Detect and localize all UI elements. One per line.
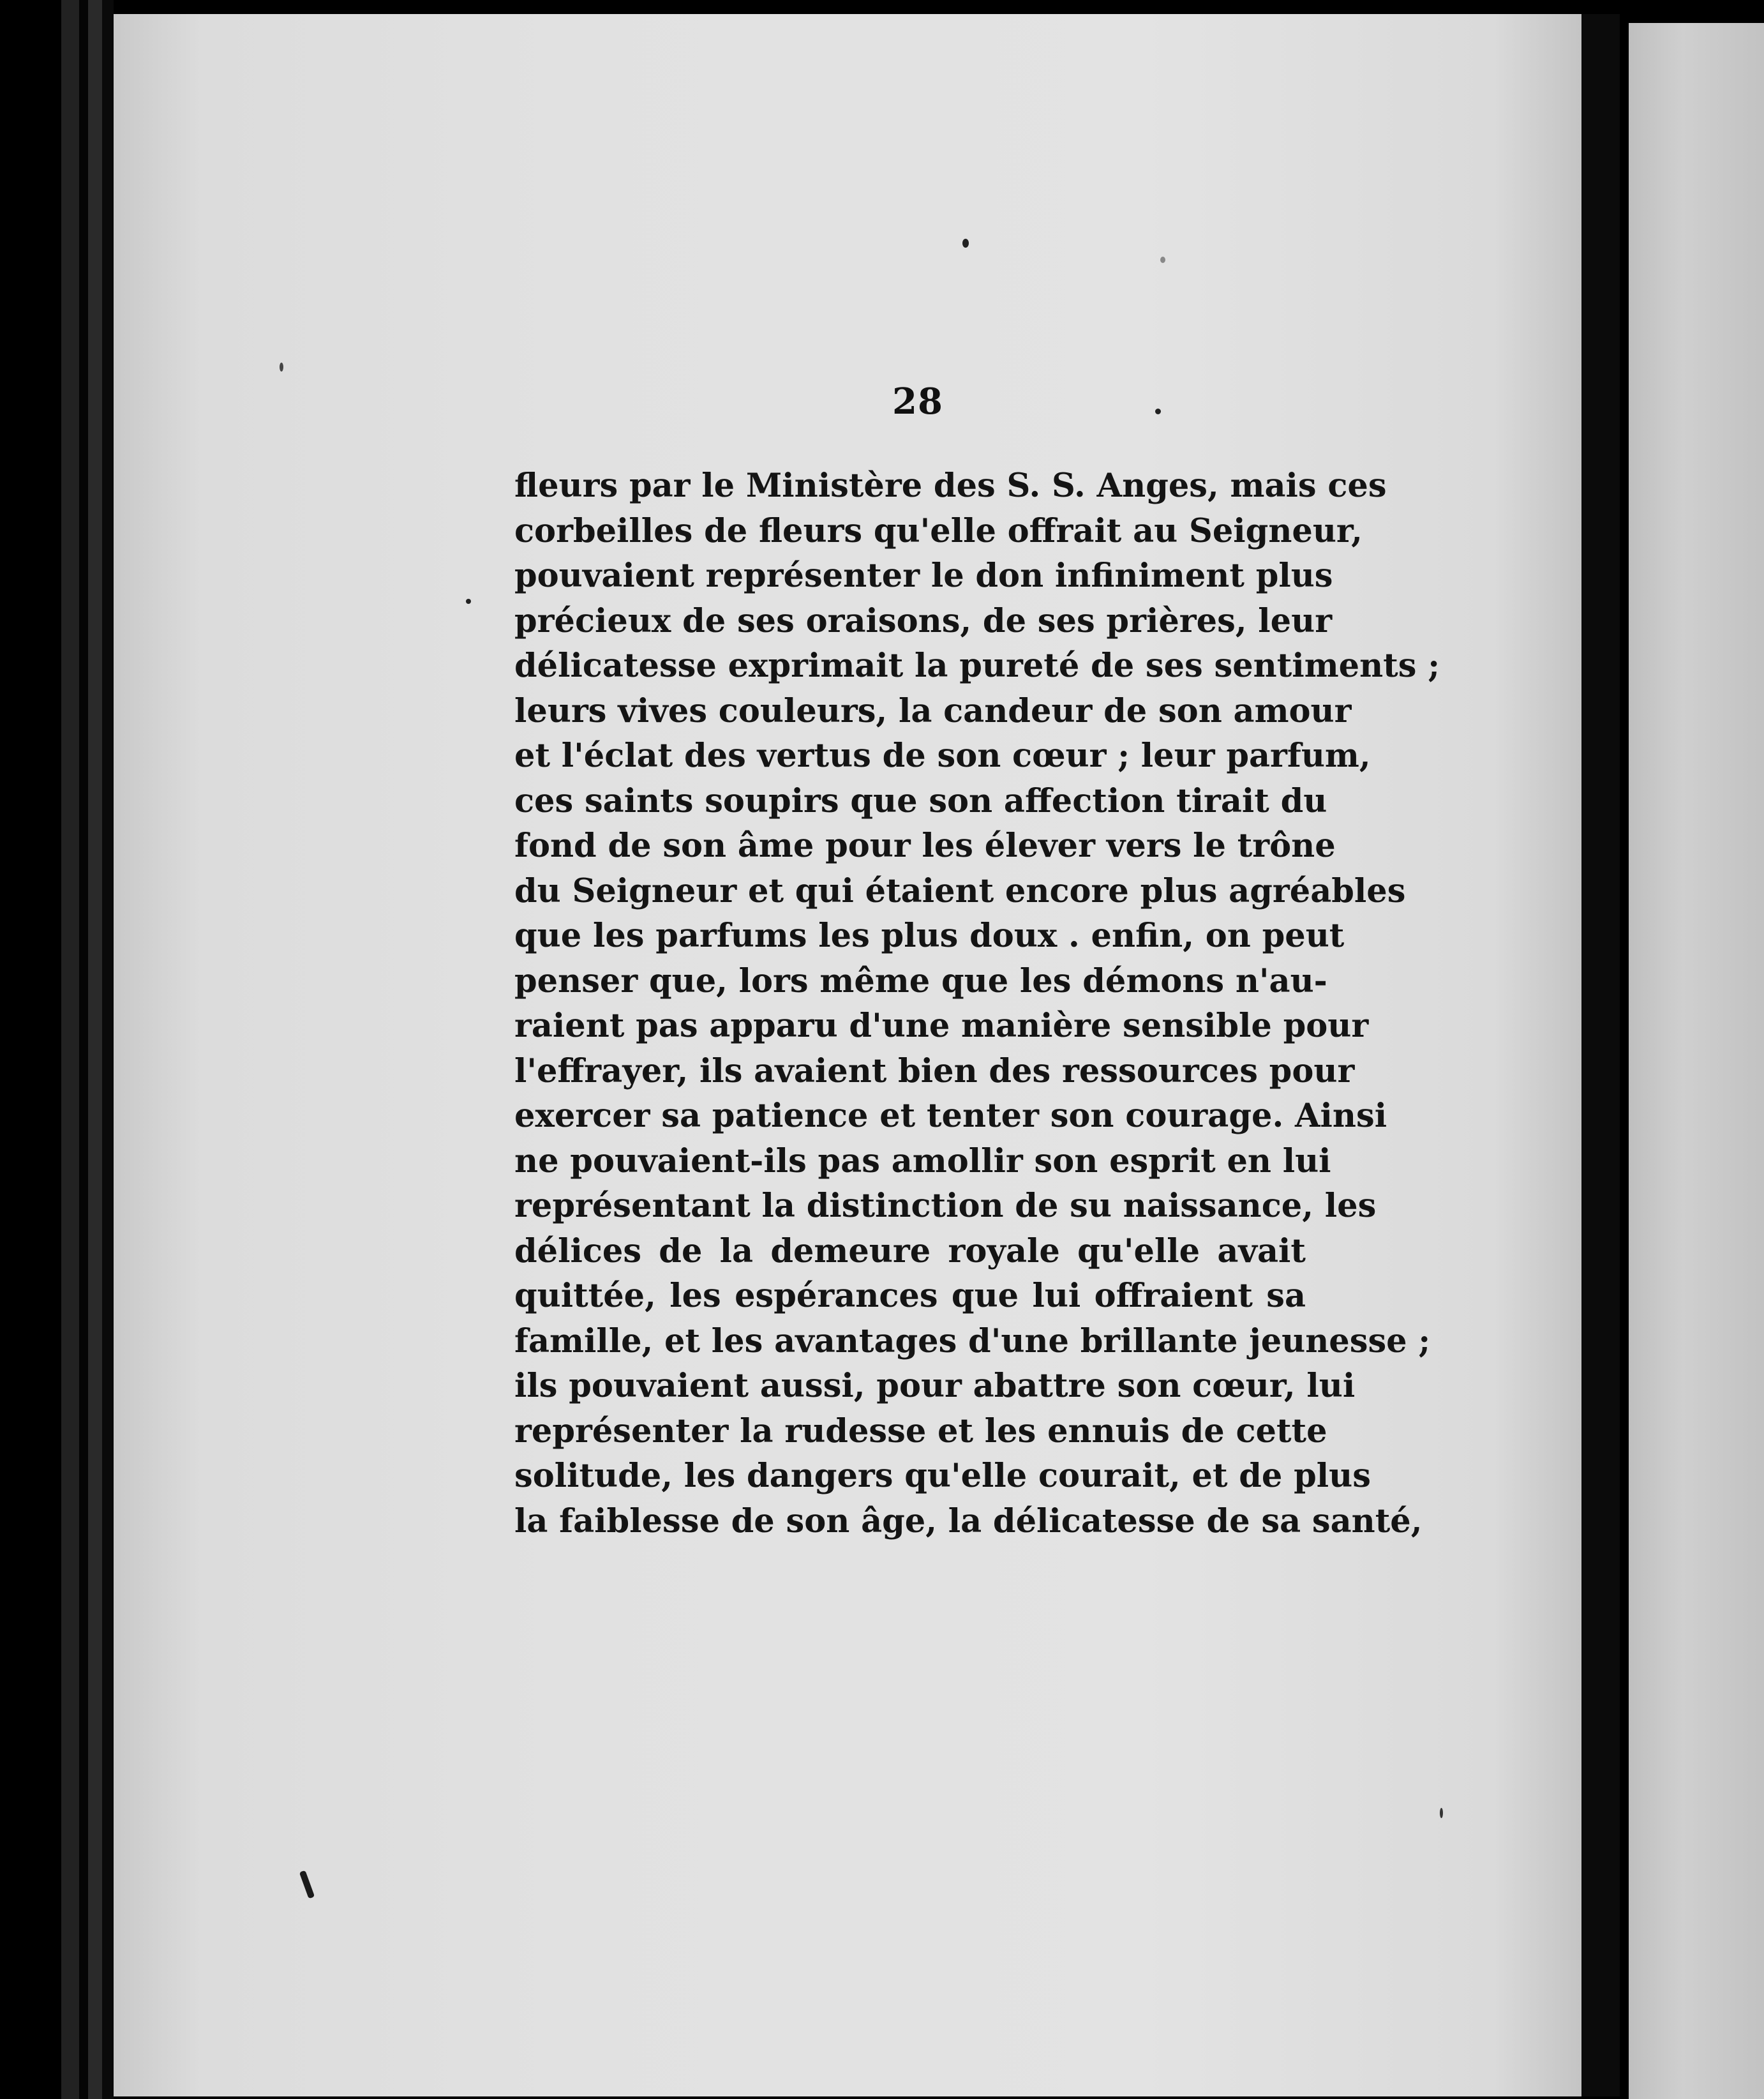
text-line: ils pouvaient aussi, pour abattre son cœur, lui <box>514 1367 1356 1405</box>
page-edge-shadow <box>1581 14 1620 2096</box>
scan-speck <box>299 1870 315 1899</box>
text-line: famille, et les avantages d'une brillante jeunesse ; <box>514 1321 1431 1360</box>
body-text <box>514 463 1440 1544</box>
text-line: représenter la rudesse et les ennuis de cette <box>514 1411 1327 1450</box>
scan-speck <box>1160 257 1165 263</box>
text-line: solitude, les dangers qu'elle courait, et de plus <box>514 1457 1371 1495</box>
text-line: que les parfums les plus doux . enfin, on peut <box>514 917 1345 955</box>
text-line: représentant la distinction de su naissance, les <box>514 1187 1377 1225</box>
text-line: corbeilles de fleurs qu'elle offrait au Seigneur, <box>514 511 1363 550</box>
scan-speck <box>280 363 283 372</box>
scan-speck <box>466 599 471 604</box>
text-line: ces saints soupirs que son affection tirait du <box>514 781 1327 820</box>
text-line: la faiblesse de son âge, la délicatesse de sa santé, <box>514 1501 1423 1540</box>
text-line: du Seigneur et qui étaient encore plus agréables <box>514 871 1406 910</box>
text-line: l'effrayer, ils avaient bien des ressources pour <box>514 1051 1355 1090</box>
text-line: fond de son âme pour les élever vers le trône <box>514 827 1336 865</box>
next-page-edge <box>1629 23 1764 2099</box>
page-number-text: 28 <box>892 380 943 423</box>
page-number <box>0 380 1764 423</box>
binding-edge <box>102 0 114 2099</box>
text-line: délicatesse exprimait la pureté de ses sentiments ; <box>514 647 1440 685</box>
binding-edge <box>79 0 88 2099</box>
text-line: quittée, les espérances que lui offraient sa <box>514 1277 1306 1315</box>
scan-speck <box>1440 1808 1443 1818</box>
text-line: précieux de ses oraisons, de ses prières, leur <box>514 601 1333 640</box>
binding-edge <box>88 0 102 2099</box>
text-line: ne pouvaient-ils pas amollir son esprit en lui <box>514 1141 1331 1180</box>
scan-speck <box>962 239 969 248</box>
text-line: et l'éclat des vertus de son cœur ; leur parfum, <box>514 737 1371 775</box>
text-line: raient pas apparu d'une manière sensible pour <box>514 1007 1369 1045</box>
text-line: penser que, lors même que les démons n'au- <box>514 961 1327 1000</box>
binding-edge <box>61 0 79 2099</box>
text-line: fleurs par le Ministère des S. S. Anges, mais ces <box>514 467 1387 505</box>
page-gap <box>1620 0 1629 2099</box>
text-line: pouvaient représenter le don infiniment plus <box>514 557 1333 595</box>
text-line: exercer sa patience et tenter son courage. Ainsi <box>514 1097 1387 1135</box>
text-line: leurs vives couleurs, la candeur de son amour <box>514 691 1352 730</box>
text-line: délices de la demeure royale qu'elle avait <box>514 1231 1306 1270</box>
